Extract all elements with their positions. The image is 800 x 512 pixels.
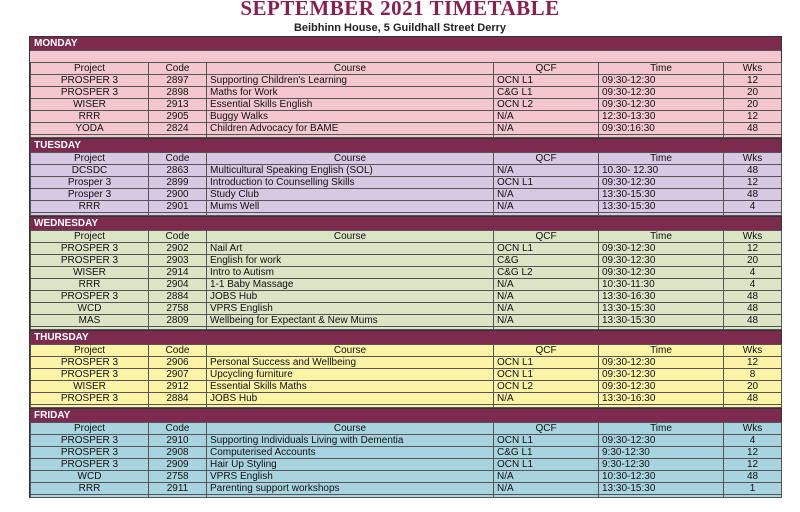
cell-qcf: OCN L2 — [494, 99, 599, 111]
cell-project: PROSPER 3 — [31, 459, 149, 471]
cell-project: YODA — [31, 123, 149, 135]
cell-code: 2909 — [149, 459, 207, 471]
table-row — [31, 381, 782, 393]
cell-wks: 48 — [724, 315, 782, 327]
cell-code: 2908 — [149, 447, 207, 459]
cell-code: 2905 — [149, 111, 207, 123]
cell-course: JOBS Hub — [207, 291, 494, 303]
separator-cell — [724, 495, 782, 498]
table-row — [31, 99, 782, 111]
cell-course: Essential Skills Maths — [207, 381, 494, 393]
table-row — [31, 471, 782, 483]
day-spacer — [30, 50, 781, 62]
cell-project: PROSPER 3 — [31, 369, 149, 381]
cell-time: 13:30-16:30 — [599, 291, 724, 303]
cell-qcf: C&G L1 — [494, 447, 599, 459]
cell-qcf: N/A — [494, 315, 599, 327]
cell-course: 1-1 Baby Massage — [207, 279, 494, 291]
cell-project: PROSPER 3 — [31, 291, 149, 303]
cell-course: JOBS Hub — [207, 393, 494, 405]
cell-course: Personal Success and Wellbeing — [207, 357, 494, 369]
column-header-time: Time — [599, 423, 724, 435]
cell-course: Mums Well — [207, 201, 494, 213]
cell-code: 2903 — [149, 255, 207, 267]
cell-code: 2758 — [149, 471, 207, 483]
cell-code: 2863 — [149, 165, 207, 177]
table-row — [31, 267, 782, 279]
cell-course: English for work — [207, 255, 494, 267]
cell-course: Maths for Work — [207, 87, 494, 99]
cell-time: 09:30-12:30 — [599, 255, 724, 267]
cell-wks: 20 — [724, 255, 782, 267]
cell-qcf: N/A — [494, 123, 599, 135]
cell-time: 10:30-12:30 — [599, 471, 724, 483]
cell-time: 13:30-15:30 — [599, 201, 724, 213]
cell-code: 2913 — [149, 99, 207, 111]
cell-qcf: N/A — [494, 291, 599, 303]
cell-wks: 48 — [724, 393, 782, 405]
cell-project: PROSPER 3 — [31, 393, 149, 405]
cell-wks: 48 — [724, 471, 782, 483]
cell-course: Buggy Walks — [207, 111, 494, 123]
column-header-time: Time — [599, 231, 724, 243]
cell-wks: 12 — [724, 243, 782, 255]
cell-project: RRR — [31, 111, 149, 123]
cell-time: 13:30-15:30 — [599, 315, 724, 327]
cell-qcf: N/A — [494, 111, 599, 123]
cell-code: 2902 — [149, 243, 207, 255]
column-header-row — [31, 63, 782, 75]
cell-course: VPRS English — [207, 303, 494, 315]
cell-code: 2884 — [149, 291, 207, 303]
column-header-wks: Wks — [724, 423, 782, 435]
cell-code: 2884 — [149, 393, 207, 405]
column-header-code: Code — [149, 153, 207, 165]
cell-code: 2907 — [149, 369, 207, 381]
cell-project: WISER — [31, 381, 149, 393]
column-header-wks: Wks — [724, 63, 782, 75]
table-row — [31, 255, 782, 267]
table-row — [31, 87, 782, 99]
column-header-code: Code — [149, 345, 207, 357]
cell-qcf: N/A — [494, 471, 599, 483]
cell-course: Study Club — [207, 189, 494, 201]
cell-wks: 4 — [724, 267, 782, 279]
cell-wks: 4 — [724, 435, 782, 447]
cell-qcf: N/A — [494, 303, 599, 315]
day-section-tuesday — [30, 138, 781, 216]
cell-qcf: OCN L1 — [494, 369, 599, 381]
column-header-row — [31, 231, 782, 243]
column-header-wks: Wks — [724, 345, 782, 357]
table-row — [31, 177, 782, 189]
cell-code: 2824 — [149, 123, 207, 135]
day-table — [30, 152, 782, 216]
cell-wks: 4 — [724, 279, 782, 291]
cell-time: 10:30-11:30 — [599, 279, 724, 291]
cell-time: 09:30-12:30 — [599, 75, 724, 87]
column-header-qcf: QCF — [494, 423, 599, 435]
cell-course: Essential Skills English — [207, 99, 494, 111]
cell-time: 09:30:16:30 — [599, 123, 724, 135]
table-row — [31, 201, 782, 213]
day-section-wednesday — [30, 216, 781, 330]
cell-qcf: C&G — [494, 255, 599, 267]
table-row — [31, 447, 782, 459]
cell-time: 10.30- 12.30 — [599, 165, 724, 177]
column-header-project: Project — [31, 345, 149, 357]
cell-code: 2897 — [149, 75, 207, 87]
cell-time: 13:30-15:30 — [599, 189, 724, 201]
cell-time: 09:30-12:30 — [599, 357, 724, 369]
cell-wks: 12 — [724, 447, 782, 459]
cell-course: Wellbeing for Expectant & New Mums — [207, 315, 494, 327]
cell-wks: 48 — [724, 291, 782, 303]
separator-cell — [599, 495, 724, 498]
cell-code: 2914 — [149, 267, 207, 279]
column-header-wks: Wks — [724, 231, 782, 243]
cell-course: Hair Up Styling — [207, 459, 494, 471]
cell-qcf: C&G L1 — [494, 87, 599, 99]
cell-project: WCD — [31, 471, 149, 483]
table-row — [31, 291, 782, 303]
column-header-time: Time — [599, 345, 724, 357]
cell-code: 2898 — [149, 87, 207, 99]
cell-code: 2899 — [149, 177, 207, 189]
cell-wks: 4 — [724, 201, 782, 213]
cell-wks: 48 — [724, 165, 782, 177]
cell-time: 09:30-12:30 — [599, 87, 724, 99]
day-section-thursday — [30, 330, 781, 408]
column-header-row — [31, 153, 782, 165]
day-header: TUESDAY — [30, 138, 781, 152]
cell-wks: 12 — [724, 357, 782, 369]
cell-project: WISER — [31, 99, 149, 111]
cell-wks: 12 — [724, 75, 782, 87]
cell-project: PROSPER 3 — [31, 447, 149, 459]
table-row — [31, 435, 782, 447]
table-row — [31, 111, 782, 123]
cell-code: 2911 — [149, 483, 207, 495]
cell-time: 09:30-12:30 — [599, 435, 724, 447]
table-row — [31, 483, 782, 495]
cell-project: DCSDC — [31, 165, 149, 177]
cell-code: 2901 — [149, 201, 207, 213]
cell-time: 09:30-12:30 — [599, 267, 724, 279]
cell-qcf: OCN L1 — [494, 75, 599, 87]
column-header-qcf: QCF — [494, 153, 599, 165]
cell-wks: 48 — [724, 123, 782, 135]
cell-course: Parenting support workshops — [207, 483, 494, 495]
cell-project: PROSPER 3 — [31, 75, 149, 87]
day-header: THURSDAY — [30, 330, 781, 344]
table-row — [31, 279, 782, 291]
cell-time: 13:30-15:30 — [599, 483, 724, 495]
cell-code: 2809 — [149, 315, 207, 327]
column-header-code: Code — [149, 63, 207, 75]
cell-project: WCD — [31, 303, 149, 315]
cell-course: Intro to Autism — [207, 267, 494, 279]
cell-time: 09:30-12:30 — [599, 369, 724, 381]
cell-qcf: N/A — [494, 201, 599, 213]
cell-course: Supporting Children's Learning — [207, 75, 494, 87]
cell-course: VPRS English — [207, 471, 494, 483]
day-section-monday — [30, 36, 781, 138]
separator-cell — [149, 495, 207, 498]
cell-qcf: N/A — [494, 165, 599, 177]
cell-qcf: N/A — [494, 279, 599, 291]
cell-qcf: OCN L1 — [494, 459, 599, 471]
cell-qcf: OCN L2 — [494, 381, 599, 393]
page-title: SEPTEMBER 2021 TIMETABLE — [240, 0, 560, 20]
cell-wks: 20 — [724, 99, 782, 111]
cell-time: 13:30-16:30 — [599, 393, 724, 405]
cell-code: 2758 — [149, 303, 207, 315]
table-row — [31, 243, 782, 255]
cell-project: Prosper 3 — [31, 189, 149, 201]
table-row — [31, 189, 782, 201]
column-header-row — [31, 345, 782, 357]
cell-code: 2900 — [149, 189, 207, 201]
timetable — [29, 36, 782, 498]
column-header-code: Code — [149, 231, 207, 243]
section-separator — [31, 495, 782, 498]
cell-qcf: OCN L1 — [494, 243, 599, 255]
cell-code: 2912 — [149, 381, 207, 393]
cell-time: 09:30-12:30 — [599, 243, 724, 255]
cell-wks: 12 — [724, 459, 782, 471]
cell-code: 2904 — [149, 279, 207, 291]
cell-wks: 8 — [724, 369, 782, 381]
cell-course: Children Advocacy for BAME — [207, 123, 494, 135]
separator-cell — [207, 495, 494, 498]
day-table — [30, 422, 782, 498]
day-header: MONDAY — [30, 36, 781, 50]
cell-wks: 48 — [724, 189, 782, 201]
table-row — [31, 459, 782, 471]
column-header-time: Time — [599, 63, 724, 75]
cell-qcf: OCN L1 — [494, 435, 599, 447]
day-table — [30, 230, 782, 330]
cell-course: Upcycling furniture — [207, 369, 494, 381]
table-row — [31, 393, 782, 405]
cell-time: 9:30-12:30 — [599, 447, 724, 459]
table-row — [31, 165, 782, 177]
day-section-friday — [30, 408, 781, 498]
cell-project: Prosper 3 — [31, 177, 149, 189]
column-header-time: Time — [599, 153, 724, 165]
table-row — [31, 75, 782, 87]
cell-project: WISER — [31, 267, 149, 279]
cell-project: RRR — [31, 201, 149, 213]
cell-course: Introduction to Counselling Skills — [207, 177, 494, 189]
separator-cell — [494, 495, 599, 498]
column-header-code: Code — [149, 423, 207, 435]
table-row — [31, 123, 782, 135]
cell-project: PROSPER 3 — [31, 243, 149, 255]
column-header-wks: Wks — [724, 153, 782, 165]
cell-time: 13:30-15:30 — [599, 303, 724, 315]
day-header: FRIDAY — [30, 408, 781, 422]
day-header: WEDNESDAY — [30, 216, 781, 230]
page-subtitle: Beibhinn House, 5 Guildhall Street Derry — [293, 22, 507, 34]
cell-code: 2910 — [149, 435, 207, 447]
cell-project: PROSPER 3 — [31, 255, 149, 267]
column-header-row — [31, 423, 782, 435]
column-header-course: Course — [207, 423, 494, 435]
cell-course: Supporting Individuals Living with Dementia — [207, 435, 494, 447]
table-row — [31, 303, 782, 315]
table-row — [31, 369, 782, 381]
column-header-project: Project — [31, 231, 149, 243]
day-table — [30, 344, 782, 408]
cell-course: Computerised Accounts — [207, 447, 494, 459]
cell-qcf: N/A — [494, 393, 599, 405]
column-header-qcf: QCF — [494, 63, 599, 75]
separator-cell — [31, 495, 149, 498]
cell-project: RRR — [31, 483, 149, 495]
column-header-course: Course — [207, 153, 494, 165]
cell-project: MAS — [31, 315, 149, 327]
cell-code: 2906 — [149, 357, 207, 369]
column-header-project: Project — [31, 153, 149, 165]
cell-course: Nail Art — [207, 243, 494, 255]
column-header-qcf: QCF — [494, 345, 599, 357]
cell-qcf: N/A — [494, 189, 599, 201]
cell-wks: 48 — [724, 303, 782, 315]
cell-wks: 12 — [724, 177, 782, 189]
cell-time: 09:30-12:30 — [599, 381, 724, 393]
cell-wks: 20 — [724, 381, 782, 393]
column-header-course: Course — [207, 231, 494, 243]
table-row — [31, 357, 782, 369]
cell-qcf: N/A — [494, 483, 599, 495]
cell-qcf: OCN L1 — [494, 177, 599, 189]
cell-time: 9:30-12:30 — [599, 459, 724, 471]
column-header-qcf: QCF — [494, 231, 599, 243]
cell-course: Multicultural Speaking English (SOL) — [207, 165, 494, 177]
cell-time: 09:30-12:30 — [599, 177, 724, 189]
cell-project: PROSPER 3 — [31, 435, 149, 447]
cell-project: PROSPER 3 — [31, 357, 149, 369]
column-header-project: Project — [31, 423, 149, 435]
column-header-project: Project — [31, 63, 149, 75]
column-header-course: Course — [207, 63, 494, 75]
cell-qcf: OCN L1 — [494, 357, 599, 369]
cell-wks: 20 — [724, 87, 782, 99]
cell-time: 09:30-12:30 — [599, 99, 724, 111]
cell-project: PROSPER 3 — [31, 87, 149, 99]
cell-qcf: C&G L2 — [494, 267, 599, 279]
column-header-course: Course — [207, 345, 494, 357]
day-table — [30, 62, 782, 138]
table-row — [31, 315, 782, 327]
cell-wks: 12 — [724, 111, 782, 123]
cell-project: RRR — [31, 279, 149, 291]
cell-wks: 1 — [724, 483, 782, 495]
cell-time: 12:30-13:30 — [599, 111, 724, 123]
